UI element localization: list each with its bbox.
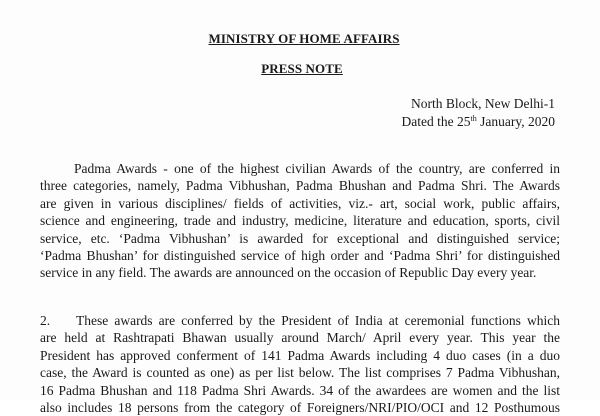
paragraph-2 (40, 312, 560, 416)
paragraph-1 (40, 160, 560, 282)
paragraph-1-line: service in any field. The awards are announced on the occasion of Republic Day every year. (40, 265, 537, 281)
paragraph-2-line: case, the Award is counted as one) as per list below. The list comprises 7 Padma Vibhushan, (40, 365, 560, 381)
paragraph-2-line: also includes 18 persons from the category of Foreigners/NRI/PIO/OCI and 12 Posthumous (40, 400, 560, 416)
ministry-heading: MINISTRY OF HOME AFFAIRS (208, 31, 400, 46)
paragraph-2-line: 16 Padma Bhushan and 118 Padma Shri Awards. 34 of the awardees are women and the list (40, 382, 560, 398)
paragraph-1-line: science and engineering, trade and industry, medicine, literature and education, sports, civil (40, 213, 560, 229)
date-suffix: January, 2020 (476, 114, 555, 129)
paragraph-2-first-line (40, 312, 560, 329)
date-prefix: Dated the 25 (401, 114, 471, 129)
paragraph-1-line: service, etc. ‘Padma Vibhushan’ is awarded for exceptional and distinguished service; (40, 230, 560, 246)
paragraph-2-number: 2. (40, 313, 51, 328)
paragraph-1-line: Padma Awards - one of the highest civilian Awards of the country, are conferred in (74, 161, 560, 176)
address-location: North Block, New Delhi-1 (411, 96, 555, 111)
date-superscript: th (470, 114, 477, 123)
paragraph-2-line: These awards are conferred by the President of India at ceremonial functions which (76, 313, 560, 328)
paragraph-2-line: President has approved conferment of 141 Padma Awards including 4 duo cases (in a duo (40, 347, 560, 363)
paragraph-2-line: are held at Rashtrapati Bhawan usually around March/ April every year. This year the (40, 330, 560, 346)
paragraph-1-line: three categories, namely, Padma Vibhushan, Padma Bhushan and Padma Shri. The Awards (40, 178, 560, 194)
paragraph-1-line: ‘Padma Bhushan’ for distinguished service of high order and ‘Padma Shri’ for distinguished (40, 248, 560, 264)
press-note-heading: PRESS NOTE (261, 61, 343, 76)
paragraph-1-line: are given in various disciplines/ fields of activities, viz.- art, social work, public affairs, (40, 195, 560, 211)
address-date (402, 114, 555, 130)
